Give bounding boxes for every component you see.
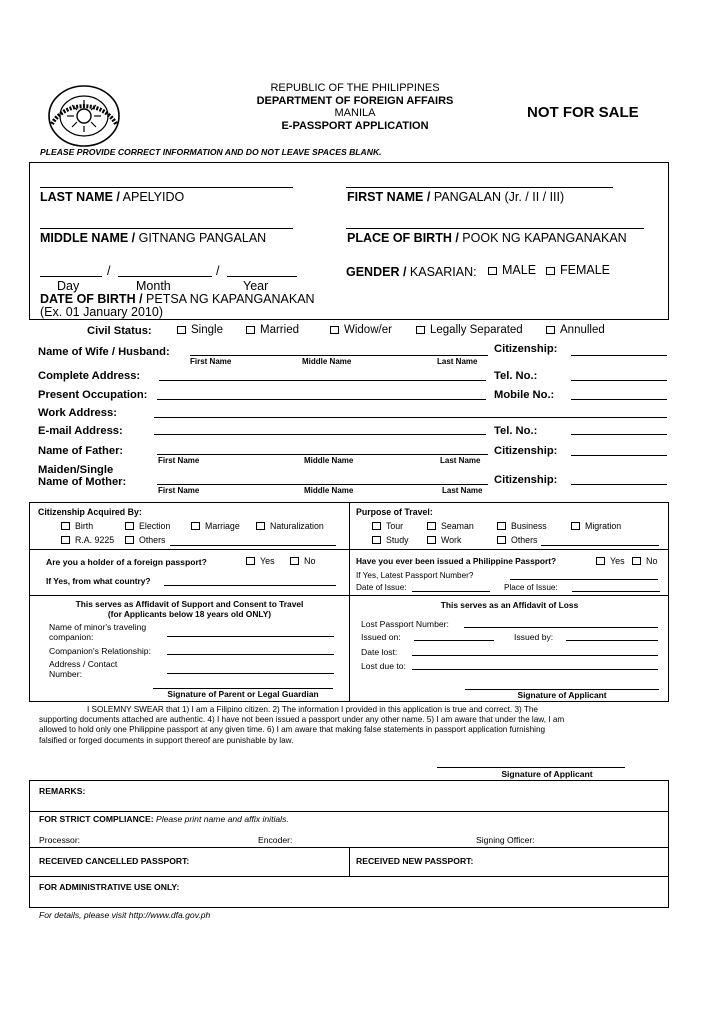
place-of-birth-field[interactable] [346, 228, 644, 229]
issued-by-label: Issued by: [514, 632, 554, 642]
dob-separator-2: / [216, 264, 220, 278]
mother-name-field[interactable] [157, 484, 488, 485]
issued-by-field[interactable] [566, 640, 658, 641]
contact-field[interactable] [167, 673, 334, 674]
date-lost-label: Date lost: [361, 647, 398, 657]
last-name-field[interactable] [40, 187, 293, 188]
guardian-signature-caption: Signature of Parent or Legal Guardian [167, 689, 319, 699]
citizenship-acquired-label: Citizenship Acquired By: [38, 507, 142, 517]
checkbox-icon [290, 557, 299, 565]
contact-label-line1: Address / Contact [49, 659, 118, 669]
address-label: Complete Address: [38, 370, 141, 382]
ph-passport-question: Have you ever been issued a Philippine Passport? [356, 556, 557, 566]
received-divider [349, 847, 350, 877]
acquired-birth-option[interactable]: Birth [61, 521, 93, 531]
place-of-birth-label: PLACE OF BIRTH / POOK NG KAPANGANAKAN [347, 231, 627, 245]
place-of-issue-field[interactable] [572, 591, 660, 592]
loss-signature-caption: Signature of Applicant [517, 690, 607, 700]
issued-on-field[interactable] [414, 640, 494, 641]
father-label: Name of Father: [38, 445, 124, 457]
civil-married-option[interactable]: Married [246, 324, 299, 336]
father-citizenship-field[interactable] [571, 455, 667, 456]
acquired-ra9225-option[interactable]: R.A. 9225 [61, 535, 114, 545]
father-citizenship-label: Citizenship: [494, 445, 558, 457]
admin-box [29, 876, 669, 908]
work-address-field[interactable] [154, 417, 667, 418]
checkbox-icon [596, 557, 605, 565]
oath-line-3: allowed to hold only one Philippine passport at any given time. 6) I am aware that making false statements in passport application furnishing [39, 725, 546, 735]
checkbox-icon [125, 522, 134, 530]
gender-female-option[interactable]: FEMALE [546, 263, 610, 277]
affidavit-support-title [30, 599, 349, 619]
occupation-field[interactable] [157, 399, 486, 400]
mother-label-line2: Name of Mother: [38, 476, 127, 488]
lost-number-label: Lost Passport Number: [361, 619, 449, 629]
mother-middle-name-caption: Middle Name [304, 486, 354, 495]
applicant-signature-caption: Signature of Applicant [501, 769, 593, 779]
email-field[interactable] [154, 434, 486, 435]
acquired-others-option[interactable]: Others [125, 535, 165, 545]
grid-row-divider-1 [29, 549, 669, 550]
cancelled-passport-label: RECEIVED CANCELLED PASSPORT: [39, 856, 190, 866]
foreign-country-field[interactable] [164, 585, 336, 586]
checkbox-icon [256, 522, 265, 530]
tel-label: Tel. No.: [494, 370, 538, 382]
companion-label-line2: companion: [49, 632, 94, 642]
purpose-seaman-option[interactable]: Seaman [427, 521, 474, 531]
checkbox-icon [488, 267, 497, 275]
acquired-election-option[interactable]: Election [125, 521, 170, 531]
acquired-others-field[interactable] [170, 545, 336, 546]
checkbox-icon [246, 326, 255, 334]
spouse-citizenship-field[interactable] [571, 355, 667, 356]
purpose-study-option[interactable]: Study [372, 535, 409, 545]
remarks-label: REMARKS: [39, 786, 86, 796]
place-of-issue-label: Place of Issue: [504, 583, 558, 592]
spouse-last-name-caption: Last Name [437, 357, 478, 366]
remarks-box[interactable] [29, 780, 669, 812]
email-tel-label: Tel. No.: [494, 425, 538, 437]
grid-row-divider-2 [29, 595, 669, 596]
gender-label: GENDER / KASARIAN: [346, 265, 477, 279]
new-passport-label: RECEIVED NEW PASSPORT: [356, 856, 474, 866]
tel-field[interactable] [571, 380, 667, 381]
checkbox-icon [497, 536, 506, 544]
header-department: DEPARTMENT OF FOREIGN AFFAIRS [256, 94, 454, 107]
dob-day-label: Day [57, 279, 80, 293]
mobile-field[interactable] [571, 399, 667, 400]
spouse-first-name-caption: First Name [190, 357, 232, 366]
admin-use-label: FOR ADMINISTRATIVE USE ONLY: [39, 882, 180, 892]
checkbox-icon [246, 557, 255, 565]
mother-first-name-caption: First Name [158, 486, 200, 495]
affidavit-support-title-line: This serves as Affidavit of Support and Consent to Travel [75, 599, 304, 609]
checkbox-icon [61, 536, 70, 544]
relationship-field[interactable] [167, 654, 334, 655]
checkbox-icon [125, 536, 134, 544]
civil-single-option[interactable]: Single [177, 324, 223, 336]
date-of-issue-label: Date of Issue: [356, 583, 407, 592]
purpose-others-field[interactable] [541, 545, 659, 546]
ph-passport-no-option[interactable]: No [632, 556, 658, 566]
foreign-passport-question: Are you a holder of a foreign passport? [46, 557, 207, 567]
email-label: E-mail Address: [38, 425, 123, 437]
checkbox-icon [427, 536, 436, 544]
date-of-issue-field[interactable] [412, 591, 490, 592]
purpose-business-option[interactable]: Business [497, 521, 547, 531]
checkbox-icon [497, 522, 506, 530]
purpose-others-option[interactable]: Others [497, 535, 537, 545]
dob-month-label: Month [136, 279, 171, 293]
mother-citizenship-field[interactable] [571, 484, 667, 485]
dob-example: (Ex. 01 January 2010) [40, 305, 163, 319]
footer-link-text[interactable]: For details, please visit http://www.dfa.gov.ph [39, 910, 211, 920]
oath-line-1: I SOLEMNY SWEAR that 1) I am a Filipino citizen. 2) The information I provided in this application is true and correct. 3) The [87, 705, 538, 714]
checkbox-icon [191, 522, 200, 530]
address-field[interactable] [159, 380, 486, 381]
ph-passport-yes-option[interactable]: Yes [596, 556, 625, 566]
header-republic: REPUBLIC OF THE PHILIPPINES [270, 82, 440, 94]
work-address-label: Work Address: [38, 407, 117, 419]
purpose-migration-option[interactable]: Migration [571, 521, 621, 531]
civil-annulled-option[interactable]: Annulled [546, 324, 605, 336]
oath-line-4: falsified or forged documents in support thereof are punishable by law. [39, 735, 294, 745]
father-middle-name-caption: Middle Name [304, 456, 354, 465]
mobile-label: Mobile No.: [494, 389, 555, 401]
checkbox-icon [330, 326, 339, 334]
first-name-label: FIRST NAME / PANGALAN (Jr. / II / III) [347, 190, 565, 204]
spouse-label: Name of Wife / Husband: [38, 346, 170, 358]
purpose-tour-option[interactable]: Tour [372, 521, 403, 531]
last-name-label: LAST NAME / APELYIDO [40, 190, 185, 204]
father-last-name-caption: Last Name [440, 456, 481, 465]
email-tel-field[interactable] [571, 434, 667, 435]
mother-citizenship-label: Citizenship: [494, 474, 558, 486]
affidavit-loss-title: This serves as an Affidavit of Loss [440, 600, 579, 610]
dob-separator-1: / [107, 264, 111, 278]
civil-widow-option[interactable]: Widow/er [330, 324, 392, 336]
mother-last-name-caption: Last Name [442, 486, 483, 495]
companion-label-line1: Name of minor's traveling [49, 622, 147, 632]
latest-passport-label: If Yes, Latest Passport Number? [356, 571, 474, 580]
purpose-work-option[interactable]: Work [427, 535, 461, 545]
companion-field[interactable] [167, 636, 334, 637]
dob-year-label: Year [243, 279, 269, 293]
acquired-naturalization-option[interactable]: Naturalization [256, 521, 324, 531]
lost-due-label: Lost due to: [361, 661, 406, 671]
spouse-citizenship-label: Citizenship: [494, 343, 558, 355]
header-block [200, 82, 510, 132]
spouse-middle-name-caption: Middle Name [302, 357, 352, 366]
oath-line-2: supporting documents attached are authentic. 4) I have not been issued a passport under any other name. 5) I am aware that under the law, I am [39, 715, 565, 725]
mother-label-line1: Maiden/Single [38, 464, 114, 476]
relationship-label: Companion's Relationship: [49, 646, 151, 656]
compliance-label: FOR STRICT COMPLIANCE: Please print name and affix initials. [39, 814, 289, 824]
dob-label: DATE OF BIRTH / PETSA NG KAPANGANAKAN [40, 292, 315, 306]
checkbox-icon [546, 326, 555, 334]
header-form-title: E-PASSPORT APPLICATION [281, 119, 429, 132]
lost-number-field[interactable] [464, 627, 658, 628]
acquired-marriage-option[interactable]: Marriage [191, 521, 240, 531]
checkbox-icon [546, 267, 555, 275]
spouse-name-field[interactable] [190, 355, 488, 356]
dob-year-field[interactable] [227, 276, 297, 277]
instruction-text: PLEASE PROVIDE CORRECT INFORMATION AND DO NOT LEAVE SPACES BLANK. [40, 147, 382, 157]
foreign-passport-no-option[interactable]: No [290, 556, 316, 566]
checkbox-icon [427, 522, 436, 530]
civil-separated-option[interactable]: Legally Separated [416, 324, 523, 336]
header-manila: MANILA [334, 107, 376, 120]
affidavit-support-subtitle: (for Applicants below 18 years old ONLY) [107, 609, 272, 619]
first-name-field[interactable] [346, 187, 613, 188]
checkbox-icon [61, 522, 70, 530]
civil-status-label: Civil Status: [87, 325, 152, 337]
oath-paragraph [39, 705, 667, 746]
father-name-field[interactable] [157, 454, 488, 455]
latest-passport-field[interactable] [510, 579, 658, 580]
contact-label-line2: Number: [49, 669, 82, 679]
foreign-country-label: If Yes, from what country? [46, 576, 151, 586]
foreign-passport-yes-option[interactable]: Yes [246, 556, 275, 566]
issued-on-label: Issued on: [361, 632, 401, 642]
dob-day-field[interactable] [40, 276, 102, 277]
middle-name-label: MIDDLE NAME / GITNANG PANGALAN [40, 231, 267, 245]
checkbox-icon [632, 557, 641, 565]
lost-due-field[interactable] [412, 669, 658, 670]
gender-male-option[interactable]: MALE [488, 263, 536, 277]
processor-label: Processor: [39, 835, 81, 845]
checkbox-icon [372, 536, 381, 544]
middle-name-field[interactable] [40, 228, 293, 229]
signing-officer-label: Signing Officer: [476, 835, 535, 845]
checkbox-icon [416, 326, 425, 334]
checkbox-icon [177, 326, 186, 334]
date-lost-field[interactable] [412, 655, 658, 656]
dfa-seal [47, 84, 121, 148]
encoder-label: Encoder: [258, 835, 293, 845]
occupation-label: Present Occupation: [38, 389, 148, 401]
checkbox-icon [372, 522, 381, 530]
purpose-label: Purpose of Travel: [356, 507, 433, 517]
dob-month-field[interactable] [118, 276, 212, 277]
checkbox-icon [571, 522, 580, 530]
not-for-sale-stamp: NOT FOR SALE [527, 104, 639, 121]
applicant-signature-line[interactable] [437, 767, 625, 768]
father-first-name-caption: First Name [158, 456, 200, 465]
